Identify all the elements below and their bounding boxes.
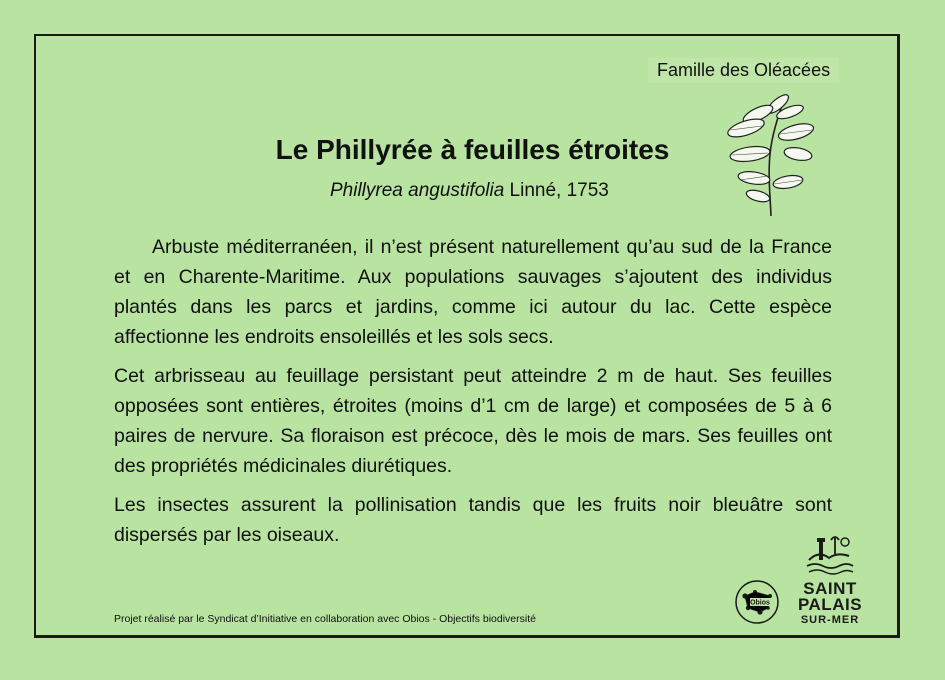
title-text: Le Phillyrée à feuilles étroites — [275, 134, 670, 165]
town-name-1: SAINT — [803, 579, 857, 598]
description-text — [114, 232, 832, 559]
town-name-2: PALAIS — [797, 595, 863, 614]
obios-logo-icon — [732, 578, 782, 626]
town-name-3: SUR-MER — [800, 614, 860, 626]
saint-palais-logo — [790, 532, 870, 627]
scientific-name: Phillyrea angustifolia — [330, 180, 505, 201]
paragraph-2: Cet arbrisseau au feuillage persistant peut atteindre 2 m de haut. Ses feuilles opposées sont entières, étroites (moins d’1 cm de large) et composées de 5 à 6 paires de nervure. Sa floraison est précoce, dès le mois de mars. Ses feuilles ont des propriétés médicinales diurétiques. — [114, 365, 832, 477]
credit-line: Projet réalisé par le Syndicat d’Initiative en collaboration avec Obios - Objectifs biodiversité — [114, 613, 536, 625]
family-label: Famille des Oléacées — [648, 58, 839, 83]
town-emblem-icon — [805, 532, 855, 576]
plant-illustration-icon — [718, 94, 818, 218]
author-year: Linné, 1753 — [504, 180, 609, 201]
scientific-name-line — [330, 180, 609, 202]
paragraph-3: Les insectes assurent la pollinisation tandis que les fruits noir bleuâtre sont dispersés par les oiseaux. — [114, 494, 832, 546]
paragraph-1: Arbuste méditerranéen, il n’est présent naturellement qu’au sud de la France et en Charente-Maritime. Aux populations sauvages s’ajoutent des individus plantés dans les parcs et jardins, comme ici autour du lac. Cette espèce affectionne les endroits ensoleillés et les sols secs. — [114, 236, 832, 348]
svg-text:Obios: Obios — [750, 599, 770, 607]
